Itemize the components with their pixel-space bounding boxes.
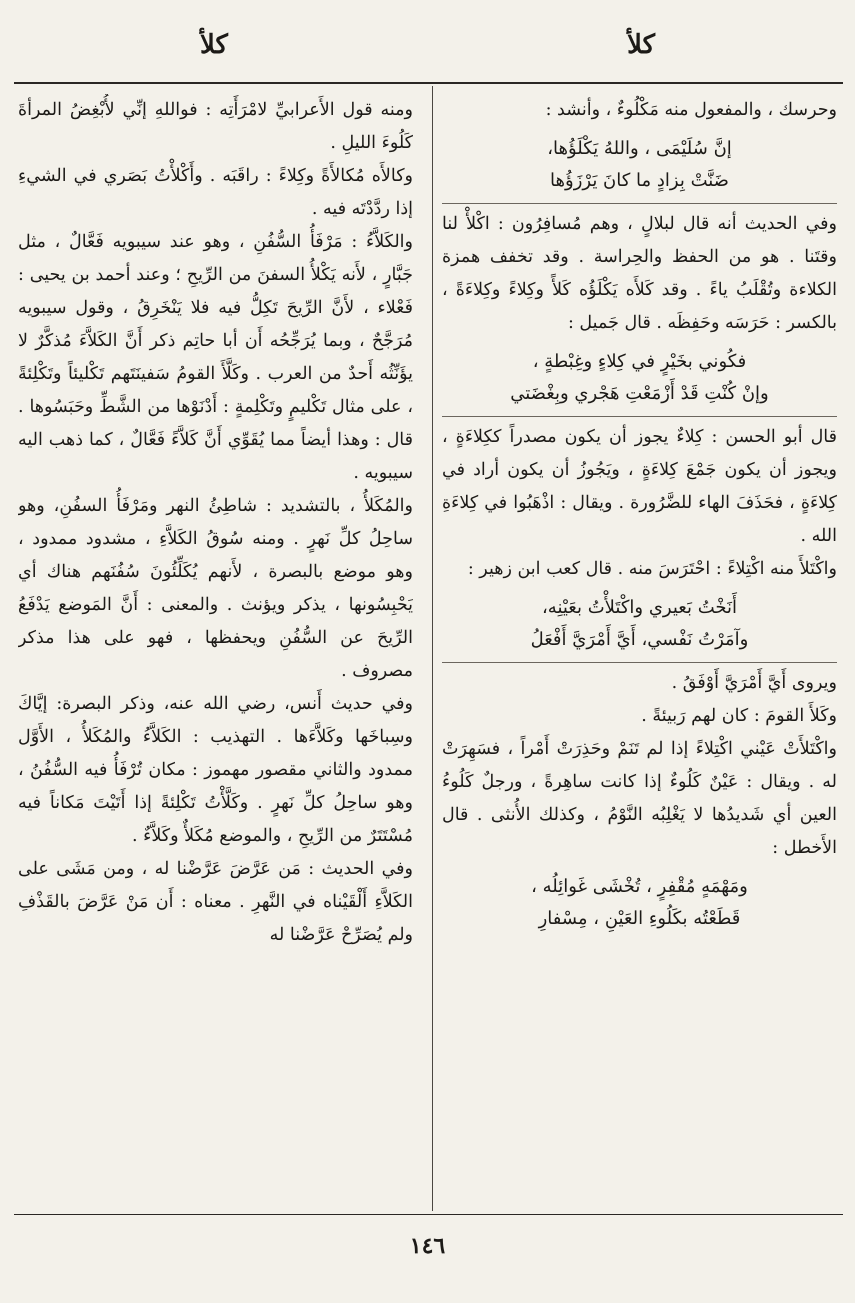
entry-paragraph: وحرسك ، والمفعول منه مَكْلُوءٌ ، وأنشد :: [545, 100, 837, 120]
entry-paragraph: وفي الحديث أنه قال لبلالٍ ، وهم مُسافِرُون : اكْلأْ لنا وقتَنا . هو من الحفظ والحِراسة . وقد تخفف همزة الكلاءة وتُقْلَبُ ياءً . وقد كَلأَه يَكْلَؤُه كَلأً وكِلاءً وكِلاءَةً ، بالكسر : حَرَسَه وحَفِظَه . قال جَميل :: [442, 214, 837, 333]
page-number: ١٤٦: [409, 1233, 446, 1259]
section-rule: [442, 203, 837, 204]
left-column: [18, 94, 413, 1207]
entry-paragraph: قال أبو الحسن : كِلاءٌ يجوز أن يكون مصدراً ككِلاءَةٍ ، ويجوز أن يكون جَمْعَ كِلاءَةٍ ، ويَجُوزُ أن يكون أراد في كِلاءَةٍ ، فحَذَفَ الهاء للضَّرُورة . ويقال : اذْهَبُوا في كِلاءَةِ الله .: [442, 427, 837, 546]
entry-paragraph: وكَلأَ القومَ : كان لهم رَبيئةً .: [641, 706, 837, 726]
verse-line: إنَّ سُلَيْمَى ، واللهُ يَكْلَؤُها،: [547, 138, 732, 159]
verse-line: وإنْ كُنْتِ قَدْ أَزْمَعْتِ هَجْري وبِغْضَتي: [510, 383, 769, 404]
section-rule: [442, 416, 837, 417]
poetry-verse: [442, 133, 837, 197]
entry-paragraph: والكَلاَّءُ : مَرْفَأُ السُّفُنِ ، وهو عند سيبويه فَعَّالٌ ، مثل جَبَّارٍ ، لأَنه يَكْلأُ السفنَ من الرِّيحِ ؛ وعند أحمد بن يحيى : فَعْلاء ، لأَنَّ الرِّيحَ تَكِلُّ فيه فلا يَنْخَرِقُ ، وقول سيبويه مُرَجَّحٌ ، وبما يُرَجِّحُه أَن أبا حاتِم ذكر أَنَّ الكَلاَّءَ مُذكَّرٌ لا يؤَنِّثُه أَحدٌ من العرب . وكَلَّأَ القومُ سَفينَتَهم تَكْليئاً وتَكْلِئةً ، على مثال تَكْليمٍ وتَكْلِمةٍ : أَدْنَوْها من الشَّطِّ وحَبَسُوها . قال : وهذا أيضاً مما يُقَوِّي أَنَّ كَلاَّءً فَعَّالٌ ، كما ذهب اليه سيبويه .: [18, 232, 413, 483]
running-head-right: كلأ: [627, 30, 655, 60]
verse-line: وآمَرْتُ نَفْسي، أَيَّ أَمْرَيَّ أَفْعَلُ: [530, 629, 749, 650]
poetry-verse: [442, 346, 837, 410]
verse-line: ومَهْمَهٍ مُقْفِرٍ ، تُخْشَى غَوائِلُه ،: [531, 876, 748, 897]
entry-paragraph: وفي الحديث : مَن عَرَّضَ عَرَّضْنا له ، ومن مَشَى على الكَلاَّءِ أَلْقَيْناه في النَّهرِ . معناه : أَن مَنْ عَرَّضَ بالقَذْفِ ولم يُصَرِّحْ عَرَّضْنا له: [18, 859, 413, 945]
entry-paragraph: ومنه قول الأَعرابيِّ لامْرَأَتِه : فواللهِ إنِّي لأُبْغِضُ المرأةَ كَلُوءَ الليلِ .: [18, 100, 413, 153]
entry-paragraph: وفي حديث أَنس، رضي الله عنه، وذكر البصرة: إيَّاكَ وسِباخَها وكَلاَّءَها . التهذيب : الكَلاَّءُ والمُكَلأُ ، الأَوَّل ممدود والثاني مقصور مهموز : مكان تُرْفَأُ فيه السُّفُنُ ، وهو ساحِلُ كلِّ نَهرٍ . وكَلَّأْتُ تَكْلِئةً إذا أَتَيْتَ مَكاناً فيه مُسْتَتَرٌ من الرِّيحِ ، والموضع مُكَلأٌ وكَلاَّءٌ .: [18, 694, 413, 846]
poetry-verse: [442, 592, 837, 656]
poetry-verse: [442, 871, 837, 935]
entry-paragraph: واكْتَلأَتْ عَيْني اكْتِلاءً إذا لم تَنَمْ وحَذِرَتْ أَمْراً ، فسَهِرَتْ له . ويقال : عَيْنٌ كَلُوءٌ إذا كانت ساهِرةً ، ورجلٌ كَلُوءُ العين أي شَديدُها لا يَغْلِبُه النَّوْمُ ، وكذلك الأُنثى . قال الأَخطل :: [442, 739, 837, 858]
bottom-rule: [14, 1214, 843, 1215]
column-divider: [432, 86, 433, 1211]
entry-paragraph: والمُكَلأُ ، بالتشديد : شاطِئُ النهر ومَرْفَأُ السفُنِ، وهو ساحِلُ كلِّ نَهرٍ . ومنه سُوقُ الكَلاَّءِ ، مشدود ممدود ، وهو موضع بالبصرة ، لأَنهم يُكَلِّئُونَ سُفُنَهم هناك أي يَحْبِسُونها ، يذكر ويؤنث . والمعنى : أَنَّ المَوضع يَدْفَعُ الرِّيحَ عن السُّفُنِ ويحفظها ، فهو على هذا مذكر مصروف .: [18, 496, 413, 681]
top-rule: [14, 82, 843, 84]
right-column: [442, 94, 837, 1207]
verse-line: فكُوني بخَيْرٍ في كِلاءٍ وغِبْطةٍ ،: [532, 351, 747, 372]
verse-line: أَنَخْتُ بَعيري واكْتَلأْتُ بعَيْنِه،: [541, 597, 737, 618]
verse-line: ضَنَّتْ بِزادٍ ما كانَ يَرْزَؤُها: [550, 170, 729, 191]
entry-paragraph: وكالأَه مُكالأَةً وكِلاءً : راقَبَه . وأَكْلأْتُ بَصَري في الشيءِ إذا ردَّدْتَه فيه .: [18, 166, 413, 219]
section-rule: [442, 662, 837, 663]
running-head-left: كلأ: [200, 30, 228, 60]
entry-paragraph: ويروى أَيَّ أَمْرَيَّ أَوْفَقُ .: [671, 673, 837, 693]
verse-line: قَطَعْتُه بكَلُوءِ العَيْنِ ، مِسْفارِ: [538, 908, 741, 929]
entry-paragraph: واكْتَلأَ منه اكْتِلاءً : احْتَرَسَ منه . قال كعب ابن زهير :: [467, 559, 837, 579]
